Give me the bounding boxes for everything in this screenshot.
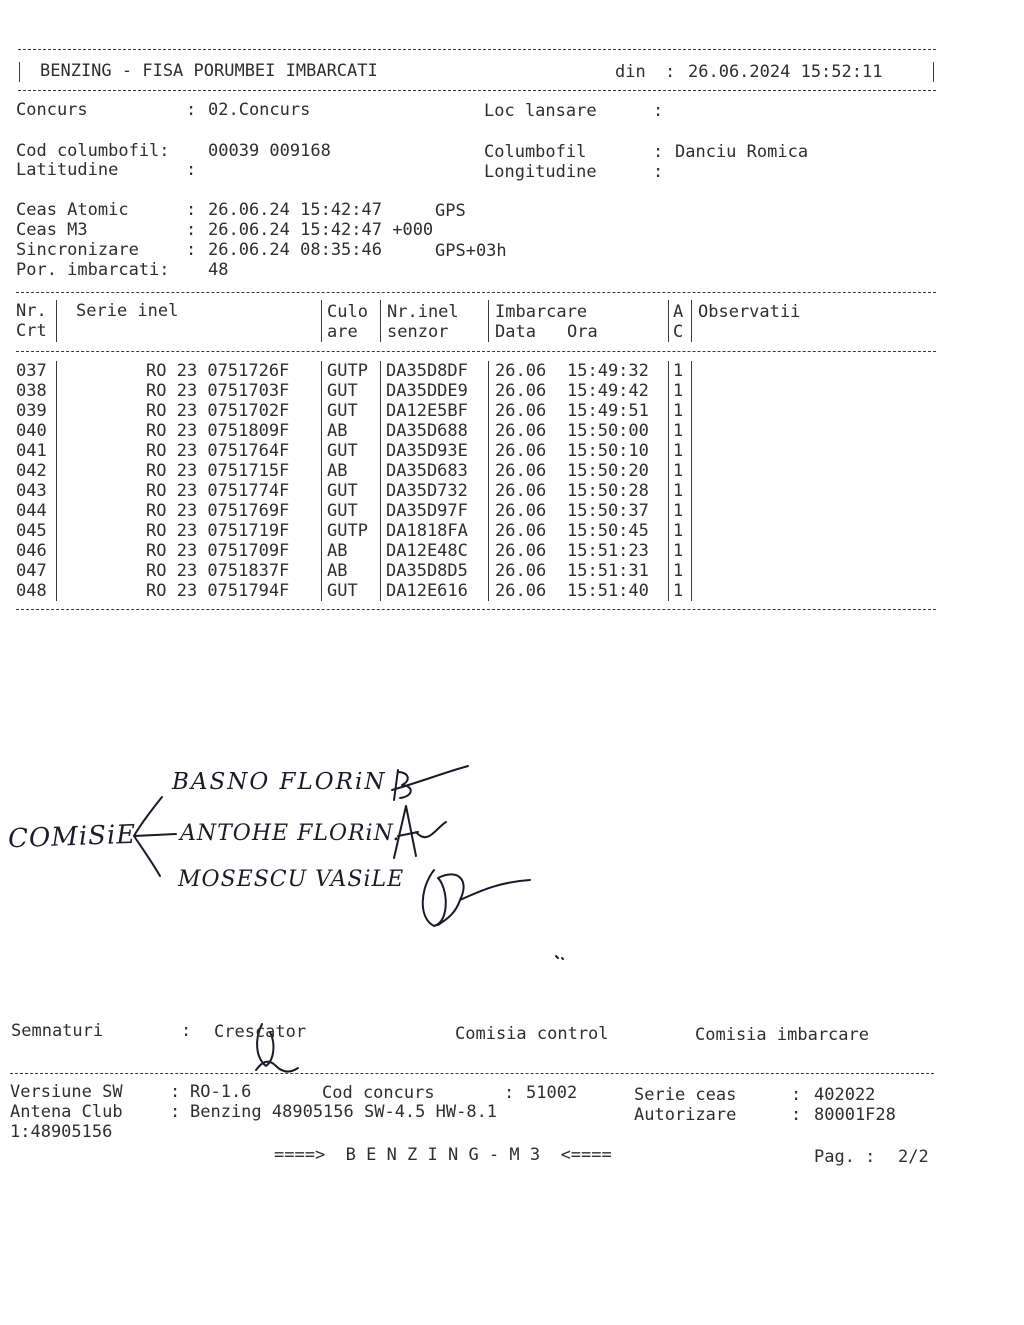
row-senzor: DA12E616 (386, 581, 468, 601)
col-observatii-header: Observatii (698, 302, 801, 322)
row-divider (668, 521, 669, 541)
row-culoare: GUTP (327, 361, 368, 381)
crescator-label: Crescator (214, 1022, 307, 1042)
row-divider (668, 541, 669, 561)
row-divider (56, 521, 57, 541)
row-divider (691, 361, 692, 381)
handwritten-member-3: MOSESCU VASiLE (178, 867, 405, 892)
row-divider (56, 581, 57, 601)
sincronizare-value: 26.06.24 08:35:46 (208, 240, 382, 260)
handwritten-member-2: ANTOHE FLORiN. (180, 821, 401, 846)
ceas-m3-label: Ceas M3 (16, 220, 88, 240)
row-serie-inel: RO 23 0751703F (146, 381, 290, 401)
table-row (0, 501, 1024, 521)
table-row (0, 541, 1024, 561)
col-data-header: Data (495, 322, 536, 342)
row-ac: 1 (673, 561, 684, 581)
row-ac: 1 (673, 581, 684, 601)
row-serie-inel: RO 23 0751794F (146, 581, 290, 601)
row-data: 26.06 (495, 361, 547, 381)
row-culoare: GUT (327, 481, 358, 501)
row-senzor: DA35D688 (386, 421, 468, 441)
col-ora-header: Ora (567, 322, 598, 342)
handwritten-comisie: COMiSiE (7, 819, 137, 855)
table-row (0, 521, 1024, 541)
table-row (0, 381, 1024, 401)
row-nr: 041 (16, 441, 47, 461)
versiune-colon: : (170, 1082, 181, 1102)
col-imbarcare-header: Imbarcare (495, 302, 588, 322)
row-serie-inel: RO 23 0751709F (146, 541, 290, 561)
row-divider (380, 521, 381, 541)
col-ac-header-2: C (673, 322, 684, 342)
autorizare-value: 80001F28 (814, 1105, 896, 1125)
comisia-control-label: Comisia control (455, 1024, 609, 1044)
row-ac: 1 (673, 381, 684, 401)
row-senzor: DA35D8DF (386, 361, 468, 381)
row-divider (691, 381, 692, 401)
row-nr: 037 (16, 361, 47, 381)
row-data: 26.06 (495, 521, 547, 541)
row-ora: 15:51:40 (567, 581, 649, 601)
row-divider (691, 421, 692, 441)
col-culoare-header-2: are (327, 322, 358, 342)
row-divider (321, 481, 322, 501)
row-divider (380, 581, 381, 601)
ceas-m3-value: 26.06.24 15:42:47 +000 (208, 220, 434, 240)
row-ac: 1 (673, 421, 684, 441)
row-divider (668, 401, 669, 421)
row-divider (321, 581, 322, 601)
row-nr: 042 (16, 461, 47, 481)
row-divider (56, 421, 57, 441)
row-divider (488, 561, 489, 581)
cod-columbofil-value: 00039 009168 (208, 141, 331, 161)
latitudine-label: Latitudine (16, 160, 119, 180)
row-data: 26.06 (495, 441, 547, 461)
columbofil-label: Columbofil (484, 142, 587, 162)
row-serie-inel: RO 23 0751719F (146, 521, 290, 541)
semnaturi-colon: : (181, 1021, 192, 1041)
page-label: Pag. : (814, 1147, 876, 1167)
row-divider (380, 541, 381, 561)
table-bottom-rule (16, 609, 936, 610)
cod-concurs-colon: : (504, 1083, 515, 1103)
page-number: 2/2 (898, 1147, 929, 1167)
row-serie-inel: RO 23 0751774F (146, 481, 290, 501)
antena-colon: : (170, 1102, 181, 1122)
row-data: 26.06 (495, 381, 547, 401)
row-ora: 15:50:20 (567, 461, 649, 481)
row-divider (380, 441, 381, 461)
semnaturi-label: Semnaturi (11, 1021, 104, 1041)
row-ora: 15:51:31 (567, 561, 649, 581)
row-nr: 040 (16, 421, 47, 441)
concurs-colon: : (186, 100, 197, 120)
row-divider (488, 521, 489, 541)
table-header-rule (16, 351, 936, 352)
row-data: 26.06 (495, 421, 547, 441)
row-culoare: GUT (327, 441, 358, 461)
row-nr: 047 (16, 561, 47, 581)
col-culoare-header-1: Culo (327, 302, 368, 322)
scan-dot (556, 956, 563, 959)
row-serie-inel: RO 23 0751726F (146, 361, 290, 381)
row-senzor: DA35D97F (386, 501, 468, 521)
ceas-m3-colon: : (186, 220, 197, 240)
row-divider (668, 441, 669, 461)
ceas-atomic-colon: : (186, 200, 197, 220)
row-divider (380, 461, 381, 481)
sincronizare-suffix: GPS+03h (435, 241, 507, 261)
row-ora: 15:49:51 (567, 401, 649, 421)
longitudine-colon: : (653, 162, 664, 182)
row-divider (56, 501, 57, 521)
row-divider (380, 361, 381, 381)
row-ac: 1 (673, 501, 684, 521)
row-culoare: AB (327, 541, 348, 561)
row-divider (380, 381, 381, 401)
row-divider (488, 361, 489, 381)
row-data: 26.06 (495, 461, 547, 481)
header-bottom-rule (18, 90, 936, 91)
row-ora: 15:49:32 (567, 361, 649, 381)
print-date: 26.06.2024 15:52:11 (688, 62, 883, 82)
row-data: 26.06 (495, 481, 547, 501)
row-divider (56, 481, 57, 501)
row-divider (321, 381, 322, 401)
versiune-value: RO-1.6 (190, 1082, 252, 1102)
row-divider (691, 481, 692, 501)
por-imbarcati-label: Por. imbarcati: (16, 260, 170, 280)
row-divider (56, 401, 57, 421)
signature-1 (392, 766, 468, 800)
document-title: BENZING - FISA PORUMBEI IMBARCATI (40, 61, 378, 81)
concurs-label: Concurs (16, 100, 88, 120)
row-divider (380, 421, 381, 441)
table-row (0, 361, 1024, 381)
row-culoare: GUT (327, 381, 358, 401)
row-divider (56, 561, 57, 581)
row-serie-inel: RO 23 0751837F (146, 561, 290, 581)
por-imbarcati-label-text: Por. imbarcati (16, 260, 160, 280)
columbofil-value: Danciu Romica (675, 142, 809, 162)
row-divider (321, 501, 322, 521)
row-divider (56, 381, 57, 401)
row-divider (488, 381, 489, 401)
ceas-atomic-value: 26.06.24 15:42:47 (208, 200, 382, 220)
row-ora: 15:50:10 (567, 441, 649, 461)
row-senzor: DA35D8D5 (386, 561, 468, 581)
row-divider (380, 401, 381, 421)
row-culoare: AB (327, 561, 348, 581)
serie-ceas-colon: : (791, 1085, 802, 1105)
row-divider (668, 381, 669, 401)
table-row (0, 461, 1024, 481)
row-divider (691, 441, 692, 461)
loc-lansare-colon: : (653, 101, 664, 121)
header-divider (321, 300, 322, 342)
table-row (0, 561, 1024, 581)
row-divider (488, 581, 489, 601)
autorizare-colon: : (791, 1105, 802, 1125)
row-ora: 15:50:37 (567, 501, 649, 521)
row-ac: 1 (673, 361, 684, 381)
row-data: 26.06 (495, 401, 547, 421)
row-divider (380, 481, 381, 501)
table-row (0, 441, 1024, 461)
row-divider (488, 541, 489, 561)
header-right-bar (933, 62, 934, 82)
row-divider (691, 501, 692, 521)
row-culoare: AB (327, 461, 348, 481)
row-nr: 038 (16, 381, 47, 401)
comisia-imbarcare-label: Comisia imbarcare (695, 1025, 869, 1045)
row-divider (668, 581, 669, 601)
row-nr: 046 (16, 541, 47, 561)
row-ac: 1 (673, 401, 684, 421)
bracket-mark (134, 797, 162, 876)
table-row (0, 421, 1024, 441)
col-ac-header-1: A (673, 302, 684, 322)
cod-columbofil-label: Cod columbofil: (16, 141, 170, 161)
row-ac: 1 (673, 441, 684, 461)
row-senzor: DA1818FA (386, 521, 468, 541)
row-serie-inel: RO 23 0751809F (146, 421, 290, 441)
row-divider (488, 421, 489, 441)
row-ora: 15:51:23 (567, 541, 649, 561)
handwritten-member-1: BASNO FLORiN (172, 769, 387, 795)
table-row (0, 401, 1024, 421)
row-nr: 048 (16, 581, 47, 601)
versiune-label: Versiune SW (10, 1082, 123, 1102)
row-serie-inel: RO 23 0751715F (146, 461, 290, 481)
header-divider (488, 300, 489, 342)
row-nr: 044 (16, 501, 47, 521)
row-divider (488, 501, 489, 521)
row-ac: 1 (673, 521, 684, 541)
serie-ceas-label: Serie ceas (634, 1085, 737, 1105)
row-divider (56, 361, 57, 381)
row-nr: 045 (16, 521, 47, 541)
row-divider (691, 581, 692, 601)
table-row (0, 581, 1024, 601)
por-imbarcati-value: 48 (208, 260, 229, 280)
row-divider (691, 401, 692, 421)
row-nr: 043 (16, 481, 47, 501)
table-top-rule (16, 292, 936, 293)
row-senzor: DA35D93E (386, 441, 468, 461)
row-divider (668, 561, 669, 581)
date-colon: : (665, 62, 676, 82)
autorizare-label: Autorizare (634, 1105, 737, 1125)
row-serie-inel: RO 23 0751769F (146, 501, 290, 521)
row-culoare: GUTP (327, 521, 368, 541)
row-nr: 039 (16, 401, 47, 421)
date-label: din (615, 62, 646, 82)
row-data: 26.06 (495, 501, 547, 521)
row-divider (321, 401, 322, 421)
row-ac: 1 (673, 461, 684, 481)
row-ora: 15:49:42 (567, 381, 649, 401)
col-serie-header: Serie inel (76, 301, 179, 321)
row-divider (691, 461, 692, 481)
col-nr-header-1: Nr. (16, 301, 47, 321)
row-divider (668, 421, 669, 441)
row-culoare: GUT (327, 501, 358, 521)
row-divider (56, 541, 57, 561)
benzing-banner: ====> B E N Z I N G - M 3 <==== (274, 1145, 612, 1165)
antena-label: Antena Club (10, 1102, 123, 1122)
sincronizare-colon: : (186, 240, 197, 260)
row-divider (321, 421, 322, 441)
row-divider (321, 361, 322, 381)
row-divider (668, 481, 669, 501)
row-data: 26.06 (495, 561, 547, 581)
row-divider (321, 541, 322, 561)
loc-lansare-label: Loc lansare (484, 101, 597, 121)
arrow-mark (134, 834, 176, 836)
row-senzor: DA35D683 (386, 461, 468, 481)
row-senzor: DA12E5BF (386, 401, 468, 421)
row-ac: 1 (673, 481, 684, 501)
row-divider (691, 521, 692, 541)
cod-columbofil-label-text: Cod columbofil (16, 141, 160, 161)
row-divider (668, 501, 669, 521)
signature-2 (394, 806, 446, 858)
row-culoare: GUT (327, 401, 358, 421)
row-divider (56, 461, 57, 481)
row-culoare: AB (327, 421, 348, 441)
table-row (0, 481, 1024, 501)
row-serie-inel: RO 23 0751702F (146, 401, 290, 421)
row-ac: 1 (673, 541, 684, 561)
row-divider (321, 441, 322, 461)
header-divider (56, 300, 57, 342)
row-divider (56, 441, 57, 461)
row-divider (488, 401, 489, 421)
row-divider (321, 561, 322, 581)
antena-value: Benzing 48905156 SW-4.5 HW-8.1 (190, 1102, 498, 1122)
cod-concurs-value: 51002 (526, 1083, 578, 1103)
ceas-atomic-suffix: GPS (435, 201, 466, 221)
row-divider (380, 561, 381, 581)
columbofil-colon: : (653, 142, 664, 162)
row-senzor: DA12E48C (386, 541, 468, 561)
row-culoare: GUT (327, 581, 358, 601)
row-divider (321, 521, 322, 541)
row-divider (668, 361, 669, 381)
concurs-value: 02.Concurs (208, 100, 311, 120)
row-data: 26.06 (495, 581, 547, 601)
row-ora: 15:50:00 (567, 421, 649, 441)
header-divider (380, 300, 381, 342)
header-left-bar (19, 62, 20, 82)
row-divider (691, 541, 692, 561)
row-data: 26.06 (495, 541, 547, 561)
footer-top-rule (10, 1073, 934, 1074)
serie-ceas-value: 402022 (814, 1085, 876, 1105)
header-divider (668, 300, 669, 342)
signature-3 (423, 870, 530, 926)
row-serie-inel: RO 23 0751764F (146, 441, 290, 461)
row-senzor: DA35DDE9 (386, 381, 468, 401)
row-divider (380, 501, 381, 521)
row-divider (488, 461, 489, 481)
col-senzor-header-1: Nr.inel (387, 302, 459, 322)
row-divider (488, 481, 489, 501)
header-divider (691, 300, 692, 342)
col-nr-header-2: Crt (16, 321, 47, 341)
top-dashed-rule (18, 49, 936, 50)
col-senzor-header-2: senzor (387, 322, 449, 342)
latitudine-colon: : (186, 160, 197, 180)
sincronizare-label: Sincronizare (16, 240, 139, 260)
row-senzor: DA35D732 (386, 481, 468, 501)
row-divider (321, 461, 322, 481)
longitudine-label: Longitudine (484, 162, 597, 182)
ceas-atomic-label: Ceas Atomic (16, 200, 129, 220)
antena-continuation: 1:48905156 (10, 1122, 113, 1142)
row-divider (488, 441, 489, 461)
row-ora: 15:50:45 (567, 521, 649, 541)
row-divider (691, 561, 692, 581)
row-ora: 15:50:28 (567, 481, 649, 501)
row-divider (668, 461, 669, 481)
cod-concurs-label: Cod concurs (322, 1083, 435, 1103)
